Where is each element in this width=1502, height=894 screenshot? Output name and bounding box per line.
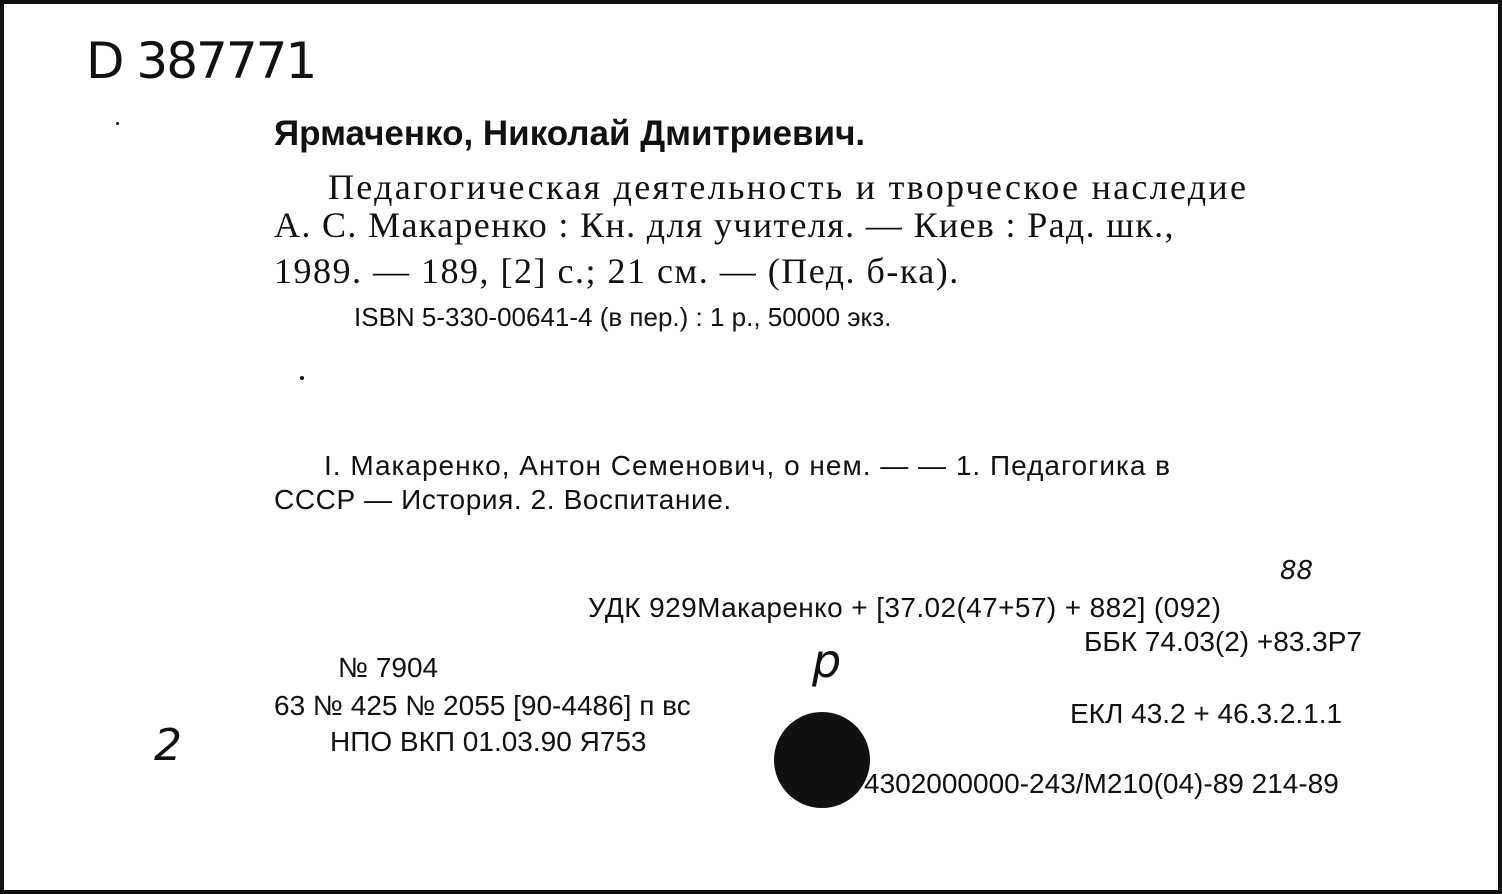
- subjects-line-2: СССР — История. 2. Воспитание.: [274, 484, 732, 515]
- handwritten-udk-note: 88: [1280, 556, 1314, 586]
- ink-speck: [116, 122, 119, 125]
- title-line-3: 1989. — 189, [2] с.; 21 см. — (Пед. б-ка).: [274, 251, 960, 291]
- handwritten-2-mark: 2: [154, 720, 182, 771]
- ekl-line: ЕКЛ 43.2 + 46.3.2.1.1: [1070, 698, 1343, 729]
- accession-number: № 7904: [338, 652, 439, 683]
- subjects-line-1: I. Макаренко, Антон Семенович, о нем. — — 1. Педагогика в: [324, 450, 1172, 481]
- udk-line: УДК 929Макаренко + [37.02(47+57) + 882] (092): [588, 592, 1222, 623]
- ink-speck: [300, 376, 304, 380]
- title-line-2: А. С. Макаренко : Кн. для учителя. — Киев : Рад. шк.,: [274, 205, 1175, 245]
- title-line-1: Педагогическая деятельность и творческое наследие: [328, 167, 1249, 207]
- isbn-line: ISBN 5-330-00641-4 (в пер.) : 1 р., 50000 экз.: [354, 302, 892, 332]
- punched-hole: [774, 712, 870, 808]
- bbk-line: ББК 74.03(2) +83.3Р7: [1084, 626, 1363, 657]
- order-line: 63 № 425 № 2055 [90-4486] п вс: [274, 690, 691, 721]
- call-number: D 387771: [86, 32, 316, 90]
- npo-line: НПО ВКП 01.03.90 Я753: [330, 726, 647, 757]
- author-heading: Ярмаченко, Николай Дмитриевич.: [274, 114, 866, 153]
- handwritten-p-mark: р: [812, 634, 842, 688]
- code-line: 4302000000-243/М210(04)-89 214-89: [864, 768, 1339, 799]
